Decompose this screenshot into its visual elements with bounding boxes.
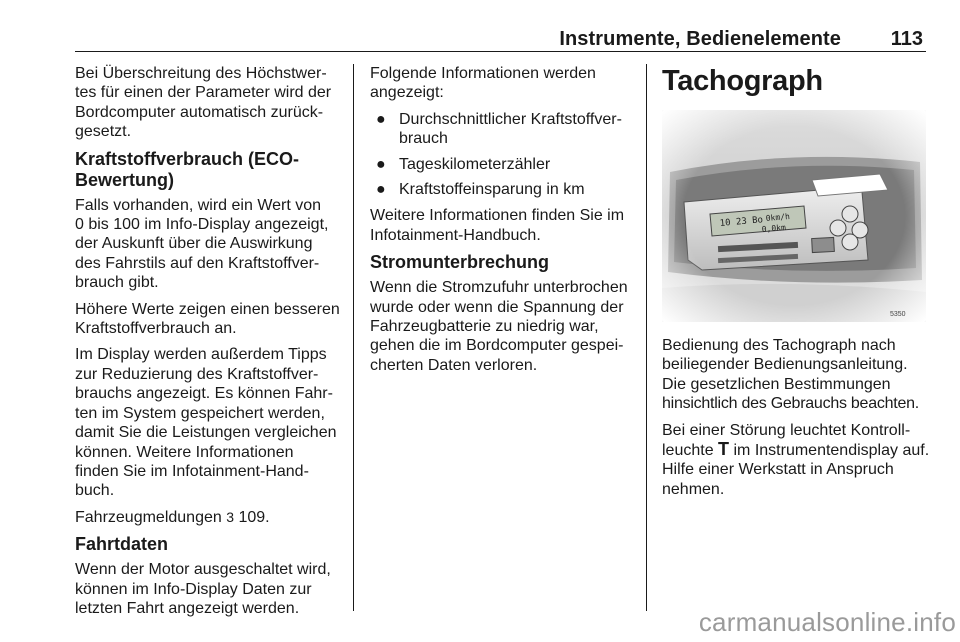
column-divider: [353, 64, 354, 611]
bullet-icon: ●: [376, 155, 386, 173]
info-list: [370, 110, 635, 200]
text-line: brauch gibt.: [75, 274, 159, 292]
paragraph-malfunction: [662, 421, 930, 500]
list-item: [370, 155, 635, 174]
page-number: 113: [890, 28, 923, 50]
text-line: Falls vorhanden, wird ein Wert von: [75, 196, 322, 214]
paragraph-tips: [75, 345, 345, 500]
text-line: letzten Fahrt angezeigt werden.: [75, 599, 300, 617]
text-line: Infotainment-Handbuch.: [370, 226, 541, 244]
text-line: ten im System gespeichert werden,: [75, 404, 325, 422]
text-line: brauchs angezeigt. Es können Fahr-: [75, 385, 333, 403]
paragraph-more-info: [370, 206, 635, 245]
text-fragment: leuchte: [662, 442, 719, 460]
text-line: finden Sie im Infotainment-Hand-: [75, 462, 309, 480]
page-reference-icon: 3: [226, 508, 235, 525]
text-line: angezeigt:: [370, 84, 444, 102]
heading-eco-rating: [75, 149, 345, 191]
text-line: [662, 440, 930, 460]
text-line: gesetzt.: [75, 123, 132, 141]
tachograph-photo: [662, 110, 926, 322]
text-line: wurde oder wenn die Spannung der: [370, 298, 624, 316]
text-line: gehen die im Bordcomputer gespei-: [370, 337, 624, 355]
paragraph-info-shown: [370, 64, 635, 103]
text-line: Durchschnittlicher Kraftstoffver-: [399, 110, 622, 128]
text-fragment: Fahrzeugmeldungen: [75, 508, 227, 526]
list-item: [370, 180, 635, 199]
text-line: buch.: [75, 482, 115, 500]
text-line: beiliegender Bedienungsanleitung.: [662, 356, 908, 374]
column-middle: [370, 64, 635, 382]
page-header: [75, 27, 926, 52]
heading-power-interruption: Stromunterbrechung: [370, 252, 550, 273]
text-line: der Auskunft über die Auswirkung: [75, 235, 313, 253]
text-line: Bei einer Störung leuchtet Kontroll-: [662, 421, 911, 439]
paragraph-vehicle-messages: [75, 508, 345, 527]
watermark: carmanualsonline.info: [698, 607, 956, 637]
text-line: cherten Daten verloren.: [370, 356, 538, 374]
paragraph-higher-values: [75, 300, 345, 339]
text-line: Bedienung des Tachograph nach: [662, 337, 896, 354]
text-line: Kraftstoffverbrauch an.: [75, 320, 237, 338]
display-text-1: 10 23 Bo: [719, 215, 764, 229]
text-line: Wenn die Stromzufuhr unterbrochen: [370, 279, 628, 297]
text-line: Wenn der Motor ausgeschaltet wird,: [75, 561, 331, 579]
section-title: Tachograph: [662, 65, 823, 97]
text-line: hinsichtlich des Gebrauchs beachten.: [662, 395, 919, 413]
text-line: damit Sie die Leistungen vergleichen: [75, 424, 337, 442]
list-item: [370, 110, 635, 149]
text-line: Die gesetzlichen Bestimmungen: [662, 375, 891, 393]
heading-trip-data: Fahrtdaten: [75, 534, 169, 555]
paragraph-max-value: [75, 64, 345, 142]
column-right: [662, 64, 930, 506]
text-line: können. Weitere Informationen: [75, 443, 294, 461]
text-line: Weitere Informationen finden Sie im: [370, 207, 625, 225]
paragraph-trip-data: [75, 560, 345, 618]
text-line: Fahrzeugbatterie zu niedrig war,: [370, 318, 599, 336]
tachograph-illustration: [662, 110, 926, 322]
text-line: können im Info-Display Daten zur: [75, 580, 312, 598]
paragraph-tachograph-usage: [662, 336, 930, 414]
column-divider: [646, 64, 647, 611]
bullet-icon: ●: [376, 181, 386, 199]
paragraph-power-interruption: [370, 278, 635, 375]
figure-code: 5350: [890, 311, 906, 318]
text-line: 0 bis 100 im Info-Display angezeigt,: [75, 216, 329, 234]
tachograph-warning-icon: T: [718, 439, 730, 460]
text-line: tes für einen der Parameter wird der: [75, 84, 332, 102]
text-line: Bei Überschreitung des Höchstwer-: [75, 65, 327, 82]
display-text-3: 0,0km: [761, 222, 787, 234]
paragraph-eco-value: [75, 196, 345, 293]
text-fragment: im Instrumentendisplay auf.: [729, 442, 930, 460]
bullet-icon: ●: [376, 110, 386, 128]
text-line: Höhere Werte zeigen einen besseren: [75, 300, 340, 318]
header-title: Instrumente, Bedienelemente: [559, 28, 841, 50]
text-line: Folgende Informationen werden: [370, 65, 596, 82]
page-reference-link[interactable]: 109.: [234, 508, 270, 526]
text-line: Tageskilometerzähler: [399, 155, 551, 173]
text-line: des Fahrstils auf den Kraftstoffver-: [75, 254, 320, 272]
text-line: Kraftstoffeinsparung in km: [399, 181, 585, 199]
column-left: [75, 64, 345, 625]
text-line: zur Reduzierung des Kraftstoffver-: [75, 365, 319, 383]
heading-line: Kraftstoffverbrauch (ECO-: [75, 148, 300, 169]
text-line: Bordcomputer automatisch zurück-: [75, 103, 324, 121]
text-line: nehmen.: [662, 480, 725, 498]
text-line: Im Display werden außerdem Tipps: [75, 346, 327, 364]
heading-line: Bewertung): [75, 169, 174, 190]
text-line: Hilfe einer Werkstatt in Anspruch: [662, 461, 894, 479]
display-text-2: 0km/h: [765, 211, 791, 223]
text-line: brauch: [399, 130, 448, 148]
